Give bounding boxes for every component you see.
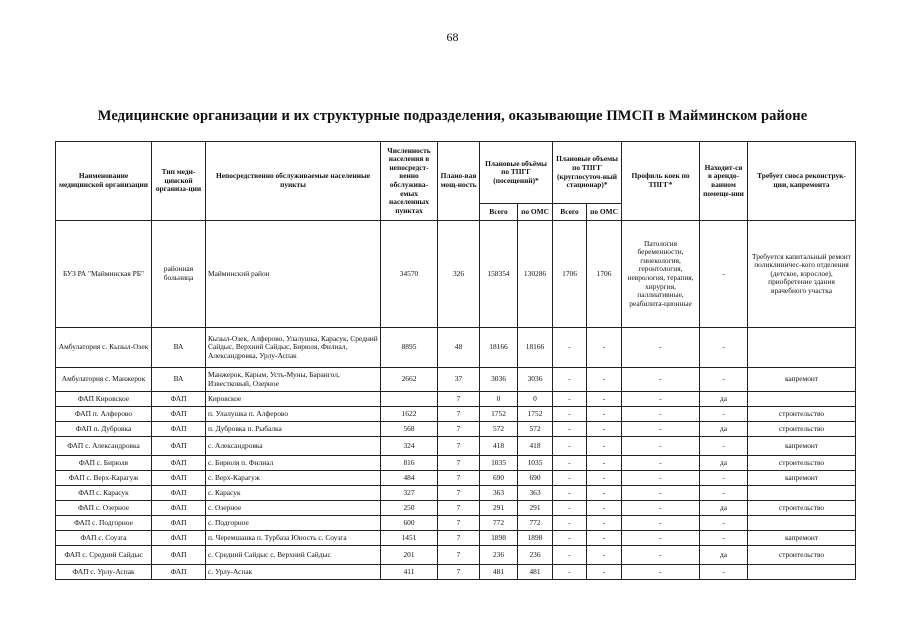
cell-profile: - <box>622 565 700 580</box>
cell-population: 1622 <box>381 407 438 422</box>
cell-type: ФАП <box>152 422 206 437</box>
cell-profile: - <box>622 456 700 471</box>
cell-inpatient-total: - <box>553 422 587 437</box>
cell-inpatient-oms: - <box>587 392 622 407</box>
cell-type: ФАП <box>152 531 206 546</box>
cell-settlements: с. Александровка <box>206 437 381 456</box>
document-title: Медицинские организации и их структурные подразделения, оказывающие ПМСП в Майминском районе <box>97 108 808 124</box>
cell-inpatient-oms: - <box>587 565 622 580</box>
facilities-table <box>55 141 856 580</box>
cell-settlements: с. Урлу-Аспак <box>206 565 381 580</box>
cell-capacity: 7 <box>438 531 480 546</box>
cell-visits-total: 772 <box>480 516 518 531</box>
cell-demolition: строительство <box>748 501 856 516</box>
cell-inpatient-total: - <box>553 456 587 471</box>
cell-visits-total: 418 <box>480 437 518 456</box>
cell-visits-total: 158354 <box>480 221 518 328</box>
cell-inpatient-oms: - <box>587 501 622 516</box>
cell-inpatient-total: - <box>553 471 587 486</box>
table-row <box>56 392 856 407</box>
cell-visits-total: 1035 <box>480 456 518 471</box>
cell-rented: - <box>700 407 748 422</box>
cell-type: ФАП <box>152 471 206 486</box>
cell-profile: - <box>622 501 700 516</box>
cell-demolition: строительство <box>748 422 856 437</box>
cell-visits-total: 481 <box>480 565 518 580</box>
cell-type: районная больница <box>152 221 206 328</box>
col-header-settlements: Непосредственно обслуживаемые населенные пункты <box>206 142 381 221</box>
cell-settlements: с. Бирюля п. Филиал <box>206 456 381 471</box>
cell-profile: - <box>622 546 700 565</box>
cell-demolition <box>748 516 856 531</box>
col-header-demolition: Требует сноса реконструк-ции, капремонта <box>748 142 856 221</box>
cell-settlements: с. Верх-Карагуж <box>206 471 381 486</box>
cell-inpatient-total: - <box>553 437 587 456</box>
cell-inpatient-total: - <box>553 516 587 531</box>
cell-population: 411 <box>381 565 438 580</box>
cell-rented: - <box>700 565 748 580</box>
cell-demolition <box>748 392 856 407</box>
cell-name: БУЗ РА "Майминская РБ" <box>56 221 152 328</box>
table-row <box>56 221 856 328</box>
cell-demolition <box>748 328 856 368</box>
cell-demolition: капремонт <box>748 368 856 392</box>
cell-population <box>381 392 438 407</box>
cell-capacity: 7 <box>438 407 480 422</box>
cell-type: ФАП <box>152 407 206 422</box>
cell-rented: да <box>700 392 748 407</box>
cell-population: 327 <box>381 486 438 501</box>
cell-rented: - <box>700 221 748 328</box>
cell-visits-total: 18166 <box>480 328 518 368</box>
cell-type: ФАП <box>152 516 206 531</box>
cell-population: 8895 <box>381 328 438 368</box>
cell-visits-oms: 1752 <box>518 407 553 422</box>
cell-capacity: 48 <box>438 328 480 368</box>
cell-demolition: строительство <box>748 546 856 565</box>
col-header-type: Тип меди-цинской организа-ции <box>152 142 206 221</box>
cell-visits-total: 3036 <box>480 368 518 392</box>
cell-profile: - <box>622 328 700 368</box>
table-row <box>56 516 856 531</box>
cell-capacity: 7 <box>438 565 480 580</box>
table-row <box>56 422 856 437</box>
cell-visits-total: 0 <box>480 392 518 407</box>
cell-settlements: с. Подгорное <box>206 516 381 531</box>
cell-capacity: 7 <box>438 456 480 471</box>
cell-type: ФАП <box>152 456 206 471</box>
cell-name: ФАП с. Верх-Карагуж <box>56 471 152 486</box>
table-row <box>56 437 856 456</box>
cell-settlements: п. Дубровка п. Рыбалка <box>206 422 381 437</box>
col-header-profile: Профиль коек по ТПГГ* <box>622 142 700 221</box>
cell-rented: - <box>700 486 748 501</box>
cell-visits-oms: 0 <box>518 392 553 407</box>
cell-type: ФАП <box>152 501 206 516</box>
cell-type: ВА <box>152 368 206 392</box>
cell-rented: - <box>700 328 748 368</box>
cell-profile: - <box>622 437 700 456</box>
table-row <box>56 546 856 565</box>
cell-capacity: 7 <box>438 392 480 407</box>
cell-demolition <box>748 486 856 501</box>
cell-visits-total: 572 <box>480 422 518 437</box>
cell-profile: - <box>622 407 700 422</box>
cell-profile: - <box>622 486 700 501</box>
cell-visits-oms: 772 <box>518 516 553 531</box>
cell-demolition: Требуется капитальный ремонт поликлиничес-кого отделения (детское, взрослое), приобретение здания врачебного участка <box>748 221 856 328</box>
cell-population: 250 <box>381 501 438 516</box>
cell-inpatient-total: - <box>553 531 587 546</box>
cell-demolition: капремонт <box>748 471 856 486</box>
cell-visits-total: 690 <box>480 471 518 486</box>
table-row <box>56 456 856 471</box>
cell-visits-total: 291 <box>480 501 518 516</box>
cell-rented: да <box>700 546 748 565</box>
col-header-visits: Плановые объёмы по ТПГГ (посещений)* <box>480 142 553 204</box>
cell-inpatient-oms: - <box>587 328 622 368</box>
cell-visits-oms: 690 <box>518 471 553 486</box>
cell-rented: да <box>700 501 748 516</box>
cell-capacity: 7 <box>438 546 480 565</box>
cell-capacity: 7 <box>438 516 480 531</box>
cell-visits-oms: 3036 <box>518 368 553 392</box>
cell-visits-total: 1752 <box>480 407 518 422</box>
cell-visits-oms: 418 <box>518 437 553 456</box>
cell-inpatient-total: - <box>553 546 587 565</box>
cell-inpatient-oms: - <box>587 516 622 531</box>
cell-capacity: 37 <box>438 368 480 392</box>
cell-inpatient-total: - <box>553 501 587 516</box>
cell-settlements: с. Средний Сайдыс с. Верхний Сайдыс <box>206 546 381 565</box>
cell-inpatient-oms: - <box>587 471 622 486</box>
cell-capacity: 7 <box>438 471 480 486</box>
cell-settlements: Кызыл-Озек, Алферово, Улалушка, Карасук, Средний Сайдыс, Верхний Сайдыс, Бирюля, Филиал, Александровка, Урлу-Аспак <box>206 328 381 368</box>
cell-rented: - <box>700 531 748 546</box>
col-header-capacity: Плано-вая мощ-ность <box>438 142 480 221</box>
cell-profile: - <box>622 531 700 546</box>
cell-visits-total: 1898 <box>480 531 518 546</box>
cell-name: ФАП с. Средний Сайдыс <box>56 546 152 565</box>
cell-profile: - <box>622 422 700 437</box>
cell-rented: - <box>700 368 748 392</box>
cell-inpatient-oms: - <box>587 531 622 546</box>
cell-inpatient-oms: - <box>587 456 622 471</box>
cell-profile: - <box>622 471 700 486</box>
cell-name: ФАП с. Соузга <box>56 531 152 546</box>
cell-visits-oms: 18166 <box>518 328 553 368</box>
cell-settlements: Кировское <box>206 392 381 407</box>
cell-name: ФАП с. Подгорное <box>56 516 152 531</box>
page-number: 68 <box>446 30 459 44</box>
cell-profile: - <box>622 392 700 407</box>
cell-name: ФАП с. Александровка <box>56 437 152 456</box>
cell-settlements: Манжерок, Карым, Усть-Муны, Барангол, Известковый, Озерное <box>206 368 381 392</box>
cell-type: ФАП <box>152 437 206 456</box>
table-row <box>56 368 856 392</box>
cell-rented: - <box>700 471 748 486</box>
table-row <box>56 501 856 516</box>
cell-type: ФАП <box>152 565 206 580</box>
cell-population: 816 <box>381 456 438 471</box>
cell-rented: да <box>700 456 748 471</box>
cell-settlements: с. Карасук <box>206 486 381 501</box>
cell-inpatient-oms: - <box>587 407 622 422</box>
cell-capacity: 7 <box>438 501 480 516</box>
cell-capacity: 326 <box>438 221 480 328</box>
cell-type: ФАП <box>152 486 206 501</box>
cell-settlements: п. Черемшанка п. Турбаза Юность с. Соузга <box>206 531 381 546</box>
cell-name: ФАП с. Урлу-Аспак <box>56 565 152 580</box>
cell-rented: - <box>700 437 748 456</box>
cell-type: ФАП <box>152 546 206 565</box>
col-header-inpatient: Плановые объемы по ТПГГ (круглосуточ-ный стационар)* <box>553 142 622 204</box>
cell-capacity: 7 <box>438 437 480 456</box>
cell-visits-oms: 572 <box>518 422 553 437</box>
cell-name: ФАП Кировское <box>56 392 152 407</box>
cell-visits-oms: 1035 <box>518 456 553 471</box>
table-row <box>56 565 856 580</box>
cell-inpatient-total: - <box>553 565 587 580</box>
table-row <box>56 471 856 486</box>
cell-profile: - <box>622 516 700 531</box>
table-row <box>56 531 856 546</box>
col-header-inpatient-oms: по ОМС <box>587 204 622 221</box>
cell-inpatient-oms: - <box>587 437 622 456</box>
col-header-visits-total: Всего <box>480 204 518 221</box>
cell-inpatient-oms: 1706 <box>587 221 622 328</box>
cell-visits-oms: 1898 <box>518 531 553 546</box>
cell-population: 600 <box>381 516 438 531</box>
cell-inpatient-total: - <box>553 486 587 501</box>
cell-name: Амбулатория с. Манжерок <box>56 368 152 392</box>
cell-name: ФАП с. Карасук <box>56 486 152 501</box>
cell-inpatient-oms: - <box>587 486 622 501</box>
col-header-visits-oms: по ОМС <box>518 204 553 221</box>
cell-demolition <box>748 565 856 580</box>
cell-inpatient-total: - <box>553 328 587 368</box>
cell-inpatient-total: - <box>553 392 587 407</box>
cell-visits-oms: 481 <box>518 565 553 580</box>
col-header-rented: Находит-ся в арендо-ванном помеще-нии <box>700 142 748 221</box>
cell-population: 324 <box>381 437 438 456</box>
cell-name: Амбулатория с. Кызыл-Озек <box>56 328 152 368</box>
table-header-row <box>56 142 856 204</box>
cell-population: 34570 <box>381 221 438 328</box>
table-row <box>56 407 856 422</box>
cell-visits-oms: 130286 <box>518 221 553 328</box>
cell-name: ФАП п. Дубровка <box>56 422 152 437</box>
table-row <box>56 486 856 501</box>
cell-profile: Патология беременности, гинекология, геронтология, неврология, терапия, хирургия, паллиативные, реабилита-ционные <box>622 221 700 328</box>
cell-visits-total: 363 <box>480 486 518 501</box>
cell-visits-oms: 236 <box>518 546 553 565</box>
cell-name: ФАП с. Бирюля <box>56 456 152 471</box>
cell-capacity: 7 <box>438 422 480 437</box>
col-header-population: Численность населения в непосредст-венно обслужива-емых населенных пунктах <box>381 142 438 221</box>
cell-demolition: строительство <box>748 456 856 471</box>
cell-inpatient-total: - <box>553 368 587 392</box>
cell-settlements: Майминский район <box>206 221 381 328</box>
col-header-inpatient-total: Всего <box>553 204 587 221</box>
cell-rented: - <box>700 516 748 531</box>
cell-inpatient-oms: - <box>587 422 622 437</box>
cell-inpatient-oms: - <box>587 368 622 392</box>
cell-rented: да <box>700 422 748 437</box>
cell-demolition: строительство <box>748 407 856 422</box>
cell-inpatient-total: - <box>553 407 587 422</box>
cell-inpatient-total: 1706 <box>553 221 587 328</box>
cell-name: ФАП п. Алферово <box>56 407 152 422</box>
cell-profile: - <box>622 368 700 392</box>
table-row <box>56 328 856 368</box>
cell-settlements: п. Улалушка п. Алферово <box>206 407 381 422</box>
cell-demolition: капремонт <box>748 531 856 546</box>
cell-capacity: 7 <box>438 486 480 501</box>
cell-visits-oms: 363 <box>518 486 553 501</box>
cell-name: ФАП с. Озерное <box>56 501 152 516</box>
cell-population: 201 <box>381 546 438 565</box>
cell-inpatient-oms: - <box>587 546 622 565</box>
cell-type: ВА <box>152 328 206 368</box>
cell-type: ФАП <box>152 392 206 407</box>
cell-population: 2662 <box>381 368 438 392</box>
cell-population: 568 <box>381 422 438 437</box>
cell-settlements: с. Озерное <box>206 501 381 516</box>
cell-visits-total: 236 <box>480 546 518 565</box>
cell-demolition: капремонт <box>748 437 856 456</box>
cell-visits-oms: 291 <box>518 501 553 516</box>
cell-population: 1451 <box>381 531 438 546</box>
col-header-name: Наименование медицинской организации <box>56 142 152 221</box>
cell-population: 484 <box>381 471 438 486</box>
